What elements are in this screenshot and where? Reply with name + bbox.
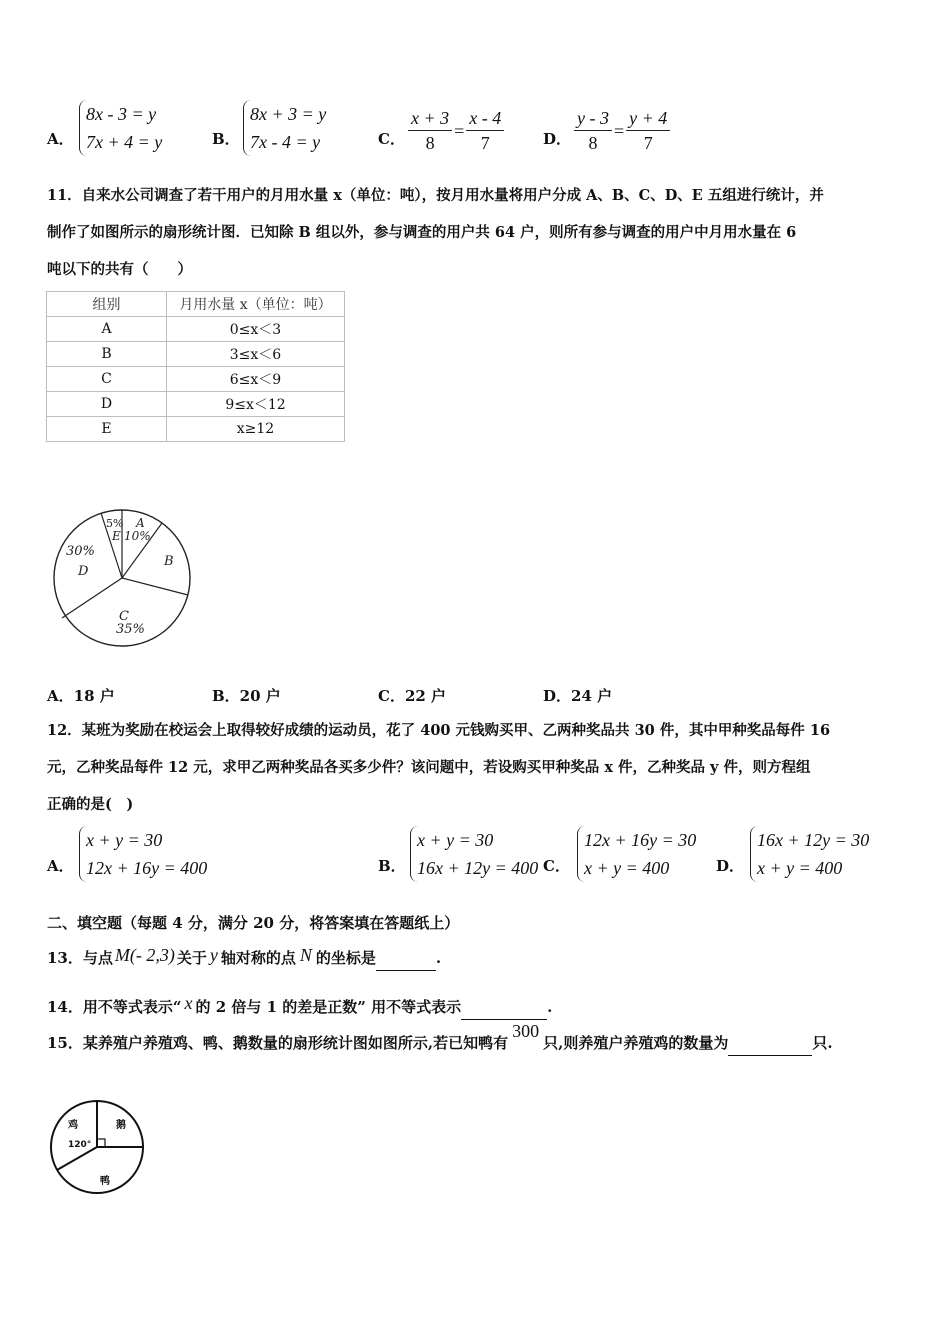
pie-label-d-pct: 30%: [66, 544, 95, 559]
q12-option-a-system: [79, 826, 207, 882]
q13-text: .: [435, 949, 442, 967]
equation-line: x + y = 30: [417, 830, 494, 850]
equation-line: 8x + 3 = y: [250, 104, 327, 124]
table-cell: E: [47, 417, 167, 442]
q15-text: 只.: [812, 1034, 833, 1052]
poultry-pie-chart: [46, 1098, 150, 1196]
fraction-numerator: y - 3: [574, 108, 612, 131]
q10-option-d-equation: [574, 108, 670, 154]
table-row: [47, 417, 345, 442]
pie-label-e-pct: 5%: [106, 517, 124, 530]
q12-text-line-3: 正确的是( ): [47, 796, 134, 813]
table-cell: B: [47, 342, 167, 367]
q14-text: 的 2 倍与 1 的差是正数” 用不等式表示: [195, 998, 462, 1016]
fraction-numerator: x + 3: [408, 108, 452, 131]
equation-line: 16x + 12y = 400: [417, 858, 539, 878]
q13-text: 的坐标是: [315, 949, 376, 967]
q12-option-a-label[interactable]: A．: [47, 857, 74, 875]
answer-blank[interactable]: [376, 950, 436, 971]
equals-sign: =: [613, 120, 625, 141]
table-row: [47, 392, 345, 417]
q11-text-line-1: 11．自来水公司调查了若干用户的月用水量 x（单位：吨），按月用水量将用户分成 A、B、C、D、E 五组进行统计，并: [47, 187, 824, 204]
q12-option-d-label[interactable]: D．: [716, 857, 745, 875]
q12-option-b-system: [410, 826, 538, 882]
water-usage-pie-chart: [46, 505, 196, 653]
q11-text-line-2: 制作了如图所示的扇形统计图．已知除 B 组以外，参与调查的用户共 64 户，则所有参与调查的用户中月用水量在 6: [47, 224, 797, 241]
q14: [47, 994, 552, 1020]
equals-sign: =: [454, 120, 465, 141]
q12-text-line-1: 12．某班为奖励在校运会上取得较好成绩的运动员，花了 400 元钱购买甲、乙两种奖品共 30 件，其中甲种奖品每件 16: [47, 722, 831, 739]
fraction-numerator: x - 4: [466, 108, 504, 131]
fraction-denominator: 7: [643, 133, 653, 153]
pie-divider: [122, 578, 188, 595]
pie-label-c-pct: 35%: [116, 622, 145, 637]
q12-option-b-label[interactable]: B．: [378, 857, 406, 875]
pie-label-e: E: [112, 529, 121, 543]
pie-label-a: A: [136, 516, 145, 530]
table-row: [47, 367, 345, 392]
pie-label-b: B: [164, 554, 174, 569]
q12-option-d-system: [750, 826, 869, 882]
pie-label-d: D: [78, 564, 89, 579]
q14-text: 14．用不等式表示“: [47, 998, 182, 1016]
point-n: N: [299, 945, 312, 965]
q13: [47, 945, 441, 971]
equation-line: 7x - 4 = y: [250, 132, 321, 152]
q15: [47, 1021, 833, 1056]
pie-angle-label: 120°: [68, 1140, 92, 1150]
equation-line: x + y = 400: [584, 858, 670, 878]
q13-text: 13．与点: [47, 949, 113, 967]
q13-text: 轴对称的点: [220, 949, 296, 967]
duck-count: 300: [512, 1021, 540, 1041]
table-header-group: 组别: [47, 292, 167, 317]
pie-label-chicken: 鸡: [68, 1120, 78, 1131]
equation-line: 16x + 12y = 30: [757, 830, 870, 850]
table-row: [47, 342, 345, 367]
pie-label-c: C: [119, 609, 129, 624]
q11-option-b[interactable]: B．20 户: [212, 687, 281, 705]
q14-text: .: [547, 998, 553, 1016]
pie-label-a-pct: 10%: [124, 529, 151, 543]
table-cell: C: [47, 367, 167, 392]
answer-blank[interactable]: [728, 1035, 812, 1056]
q12-option-c-label[interactable]: C．: [543, 857, 570, 875]
table-row: [47, 317, 345, 342]
pie-label-duck: 鸭: [100, 1176, 110, 1187]
table-cell: A: [47, 317, 167, 342]
q15-text: 只,则养殖户养殖鸡的数量为: [543, 1034, 729, 1052]
fraction-denominator: 7: [480, 133, 490, 153]
pie-divider: [62, 578, 122, 618]
fraction-numerator: y + 4: [626, 108, 670, 131]
fraction-denominator: 8: [425, 133, 435, 153]
q10-option-c-label[interactable]: C．: [378, 130, 405, 148]
q10-option-c-equation: [408, 108, 504, 154]
q12-text-line-2: 元，乙种奖品每件 12 元，求甲乙两种奖品各买多少件？该问题中，若设购买甲种奖品 x 件，乙种奖品 y 件，则方程组: [47, 759, 811, 776]
table-header-row: [47, 292, 345, 317]
q11-option-a[interactable]: A．18 户: [47, 687, 115, 705]
q13-text: 关于: [176, 949, 207, 967]
variable-x: x: [184, 993, 193, 1013]
q12-option-c-system: [577, 826, 696, 882]
q10-option-d-label[interactable]: D．: [543, 130, 572, 148]
q11-option-c[interactable]: C．22 户: [378, 687, 447, 705]
table-cell: 6≤x＜9: [167, 367, 345, 392]
equation-line: 7x + 4 = y: [86, 132, 163, 152]
equation-line: x + y = 30: [86, 830, 163, 850]
q10-option-a-label[interactable]: A．: [47, 130, 74, 148]
table-cell: D: [47, 392, 167, 417]
equation-line: 12x + 16y = 30: [584, 830, 697, 850]
equation-line: x + y = 400: [757, 858, 843, 878]
q10-option-a-system: [79, 100, 162, 156]
pie-divider: [57, 1147, 97, 1170]
equation-line: 8x - 3 = y: [86, 104, 157, 124]
table-cell: 3≤x＜6: [167, 342, 345, 367]
equation-line: 12x + 16y = 400: [86, 858, 208, 878]
point-m: M(- 2,3): [114, 945, 175, 965]
section-2-heading: 二、填空题（每题 4 分，满分 20 分，将答案填在答题纸上）: [47, 914, 460, 932]
answer-blank[interactable]: [461, 999, 547, 1020]
table-cell: x≥12: [167, 417, 345, 442]
q11-text-line-3: 吨以下的共有（ ）: [47, 261, 192, 278]
q11-option-d[interactable]: D．24 户: [543, 687, 613, 705]
water-usage-table: [46, 291, 345, 442]
right-angle-mark: [97, 1139, 105, 1147]
table-cell: 9≤x＜12: [167, 392, 345, 417]
axis-y: y: [209, 945, 218, 965]
table-cell: 0≤x＜3: [167, 317, 345, 342]
table-header-usage: 月用水量 x（单位：吨）: [167, 292, 345, 317]
pie-label-goose: 鹅: [116, 1120, 126, 1131]
q10-option-b-label[interactable]: B．: [212, 130, 240, 148]
q15-text: 15．某养殖户养殖鸡、鸭、鹅数量的扇形统计图如图所示,若已知鸭有: [47, 1034, 509, 1052]
q10-option-b-system: [243, 100, 326, 156]
fraction-denominator: 8: [588, 133, 598, 153]
